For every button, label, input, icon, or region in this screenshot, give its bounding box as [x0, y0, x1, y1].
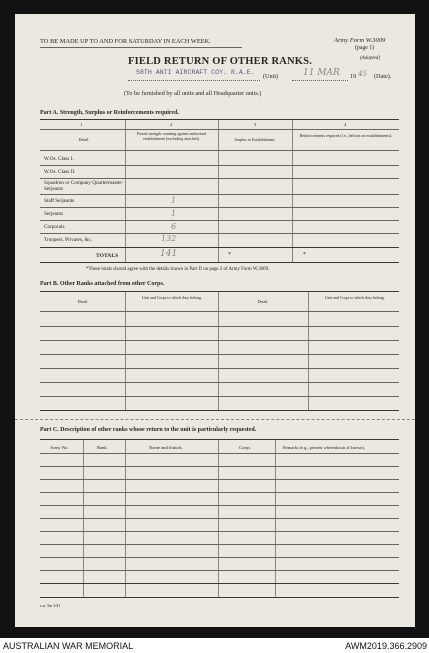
- part-a-divider-1: [125, 120, 126, 262]
- part-c-top-rule: [40, 439, 399, 440]
- totals-mark-reinforcements: *: [303, 252, 306, 258]
- part-b-divider-2: [218, 292, 219, 410]
- form-name: Army Form W.3009: [334, 37, 386, 44]
- part-a-divider-2: [218, 120, 219, 262]
- date-line: [292, 80, 348, 81]
- part-c-heading: Part C. Description of other ranks whose return to the unit is particularly requested.: [40, 427, 257, 433]
- unit-label: (Unit): [263, 73, 279, 80]
- part-c-row-rule: [40, 544, 399, 545]
- year-prefix: 19: [350, 73, 357, 80]
- part-a-header-detail: Detail.: [78, 137, 90, 142]
- part-c-row-rule: [40, 557, 399, 558]
- part-a-divider-3: [292, 120, 293, 262]
- part-c-header-rank: Rank.: [97, 445, 108, 450]
- part-c-row-rule: [40, 479, 399, 480]
- part-b-header-detail: Detail.: [77, 299, 89, 304]
- part-b-header-unit-2: Unit and Corps to which they belong.: [324, 295, 386, 300]
- totals-label: TOTALS: [96, 253, 119, 259]
- part-b-bottom-rule: [40, 410, 399, 411]
- part-b-row-rule: [40, 368, 399, 369]
- part-c-header-army-no: Army No.: [50, 445, 69, 450]
- part-c-header-rule: [40, 453, 399, 454]
- footer-accession: AWM2019.366.2909: [345, 641, 427, 651]
- form-sheet: [15, 14, 415, 627]
- part-c-row-rule: [40, 505, 399, 506]
- row-rule: [40, 194, 399, 195]
- strength-value: 132: [161, 234, 177, 243]
- totals-note: *These totals should agree with the details shown in Part D on page 2 of Army Form W.3009.: [86, 267, 270, 272]
- rank-row-label: Squadron or Company Quartermaster-Serjeants: [44, 180, 124, 192]
- form-title: FIELD RETURN OF OTHER RANKS.: [128, 56, 313, 67]
- part-c-divider-3: [218, 440, 219, 598]
- unit-value: 58TH ANTI AIRCRAFT COY. R.A.E.: [136, 69, 255, 76]
- part-a-header-strength: Posted strength counting against authorised establishment (excluding attached).: [136, 131, 207, 141]
- strength-value: 1: [171, 196, 177, 205]
- part-c-divider-4: [275, 440, 276, 598]
- part-b-top-rule: [40, 291, 399, 292]
- rank-row-label: W.Os. Class II.: [44, 169, 76, 175]
- part-c-bottom-rule: [40, 583, 399, 584]
- part-c-header-corps: Corps.: [239, 445, 252, 450]
- totals-top-rule: [40, 247, 399, 248]
- footer-collection: AUSTRALIAN WAR MEMORIAL: [3, 641, 134, 651]
- part-b-header-detail-2: Detail.: [257, 299, 269, 304]
- part-c-divider-2: [125, 440, 126, 598]
- form-page: (page 1): [355, 45, 375, 51]
- part-a-colnum-4: 4: [344, 122, 347, 127]
- year-value: 45: [358, 70, 367, 78]
- rank-row-label: Troopers, Privates, &c.: [44, 237, 93, 243]
- date-value: 11 MAR: [303, 68, 340, 78]
- strength-value: 6: [171, 222, 177, 231]
- rank-row-label: W.Os. Class I.: [44, 156, 74, 162]
- part-b-divider-3: [308, 292, 309, 410]
- strength-value: 1: [171, 209, 177, 218]
- part-b-row-rule: [40, 396, 399, 397]
- totals-value: 141: [160, 249, 178, 259]
- rank-row-label: Serjeants: [44, 211, 64, 217]
- row-rule: [40, 233, 399, 234]
- part-b-header-unit: Unit and Corps to which they belong.: [141, 295, 203, 300]
- totals-mark-surplus: *: [228, 252, 231, 258]
- row-rule: [40, 165, 399, 166]
- part-c-header-remarks: Remarks (e.g., present whereabouts if known).: [283, 445, 366, 450]
- part-b-divider-1: [125, 292, 126, 410]
- part-b-row-rule: [40, 326, 399, 327]
- part-a-colnum-1: 1: [80, 122, 83, 127]
- date-label: (Date).: [374, 73, 392, 80]
- part-a-colnum-2: 2: [170, 122, 173, 127]
- part-c-row-rule: [40, 570, 399, 571]
- furnish-note: (To be furnished by all units and all Headquarter units.): [124, 90, 262, 97]
- part-c-header-name: Name and Initials.: [149, 445, 183, 450]
- part-b-row-rule: [40, 382, 399, 383]
- part-c-row-rule: [40, 466, 399, 467]
- part-a-colnum-3: 3: [254, 122, 257, 127]
- row-rule: [40, 220, 399, 221]
- part-b-row-rule: [40, 354, 399, 355]
- rank-row-label: Corporals: [44, 224, 65, 230]
- part-c-row-rule: [40, 492, 399, 493]
- instruction-underline: [40, 47, 242, 48]
- part-c-end-rule: [40, 597, 399, 598]
- part-a-colnum-rule: [40, 129, 399, 130]
- instruction-text: TO BE MADE UP TO AND FOR SATURDAY IN EACH WEEK.: [40, 38, 211, 45]
- part-a-header-rule: [40, 150, 399, 151]
- part-b-header-rule: [40, 311, 399, 312]
- part-c-divider-1: [83, 440, 84, 598]
- part-b-row-rule: [40, 340, 399, 341]
- rank-row-label: Staff Serjeants: [44, 198, 75, 204]
- part-a-top-rule: [40, 119, 399, 120]
- part-b-heading: Part B. Other Ranks attached from other Corps.: [40, 281, 165, 287]
- totals-bottom-rule: [40, 262, 399, 263]
- part-a-header-surplus: Surplus to Establishment.: [234, 137, 276, 142]
- print-code: s.w. 5m 3/41: [40, 603, 61, 608]
- row-rule: [40, 207, 399, 208]
- unit-line: [128, 80, 260, 81]
- form-adapted: (Adapted): [360, 56, 380, 61]
- part-a-header-reinforcements: Reinforcements required (i.e., deficits on establishments).: [299, 133, 393, 138]
- part-a-heading: Part A. Strength, Surplus or Reinforcements required.: [40, 110, 179, 116]
- part-c-row-rule: [40, 518, 399, 519]
- part-c-row-rule: [40, 531, 399, 532]
- row-rule: [40, 178, 399, 179]
- fold-line: [15, 419, 415, 420]
